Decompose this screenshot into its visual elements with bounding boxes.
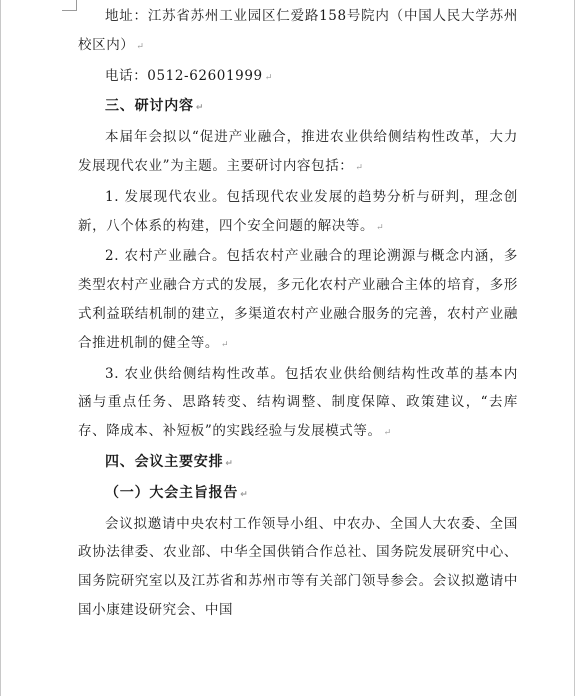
subsection-heading-1: [78, 479, 518, 510]
topic-3-paragraph: [78, 360, 518, 448]
paragraph-mark-icon: ↵: [195, 103, 204, 114]
document-body: [78, 0, 518, 625]
paragraph-mark-icon: ↵: [383, 428, 392, 439]
keynote-paragraph: [78, 510, 518, 625]
section-heading-4-text: 四、会议主要安排: [105, 453, 224, 470]
keynote-text: 会议拟邀请中央农村工作领导小组、中农办、全国人大农委、全国政协法律委、农业部、中华全国供销合作总社、国务院发展研究中心、国务院研究室以及江苏省和苏州市等有关部门领导参会。会议拟邀请中国小康建设研究会、中国: [78, 515, 518, 618]
paragraph-mark-icon: ↵: [225, 458, 233, 469]
paragraph-mark-icon: ↵: [221, 339, 229, 350]
address-paragraph: [78, 0, 518, 62]
margin-corner-mark: [62, 0, 77, 11]
paragraph-mark-icon: ↵: [264, 72, 273, 83]
paragraph-mark-icon: ↵: [240, 489, 248, 500]
paragraph-mark-icon: ↵: [376, 222, 384, 233]
section-heading-3: [78, 92, 518, 123]
address-text: 地址：江苏省苏州工业园区仁爱路158号院内（中国人民大学苏州校区内）: [78, 8, 518, 53]
topic-2-text: 2. 农村产业融合。包括农村产业融合的理论溯源与概念内涵，多类型农村产业融合方式的发展，多元化农村产业融合主体的培育，多形式利益联结机制的建立，多渠道农村产业融合服务的完善，农村产业融合推进机制的健全等。: [78, 248, 518, 351]
section-heading-4: [78, 448, 518, 479]
topic-1-text: 1. 发展现代农业。包括现代农业发展的趋势分析与研判，理念创新，八个体系的构建，四个安全问题的解决等。: [78, 188, 518, 234]
theme-text: 本届年会拟以“促进产业融合，推进农业供给侧结构性改革，大力发展现代农业”为主题。主要研讨内容包括：: [78, 129, 518, 174]
topic-1-paragraph: [78, 183, 518, 243]
section-heading-3-text: 三、研讨内容: [105, 98, 194, 115]
phone-text: 电话：0512-62601999: [105, 67, 263, 84]
topic-2-paragraph: [78, 242, 518, 359]
page-left-edge: [0, 0, 1, 696]
subsection-heading-1-text: （一）大会主旨报告: [105, 484, 239, 501]
paragraph-mark-icon: ↵: [136, 41, 144, 52]
phone-paragraph: [78, 62, 518, 93]
paragraph-mark-icon: ↵: [355, 162, 363, 173]
theme-paragraph: [78, 123, 518, 183]
topic-3-text: 3. 农业供给侧结构性改革。包括农业供给侧结构性改革的基本内涵与重点任务、思路转变、结构调整、制度保障、政策建议，“去库存、降成本、补短板”的实践经验与发展模式等。: [78, 365, 518, 440]
